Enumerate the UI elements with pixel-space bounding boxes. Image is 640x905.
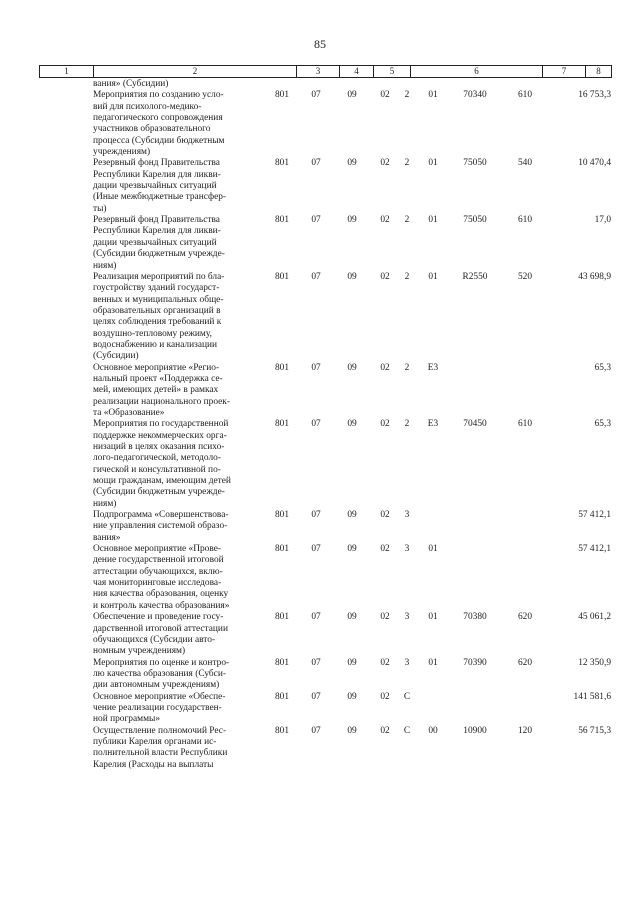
- cell-col-6d: 70390: [463, 657, 487, 668]
- cell-col-3: 801: [274, 90, 290, 101]
- cell-col-6b: 3: [404, 612, 410, 623]
- cell-col-6d: 70450: [463, 419, 487, 430]
- cell-col-6b: 2: [404, 158, 410, 169]
- row-name: Основное мероприятие «Обеспе- чение реализации государствен- ной программы»: [93, 691, 226, 725]
- cell-col-6d: 10900: [463, 725, 487, 736]
- cell-col-6b: 2: [404, 362, 410, 373]
- cell-col-4: 07: [311, 725, 321, 736]
- row-name: Основное мероприятие «Регио- нальный проект «Поддержка се- мей, имеющих детей» в рамках реализации национального проек- та «Образование»: [93, 362, 230, 418]
- cell-col-6a: 02: [380, 90, 390, 101]
- cell-col-8: 57 412,1: [578, 510, 611, 521]
- cell-col-4: 07: [311, 657, 321, 668]
- cell-col-7: 620: [517, 657, 533, 668]
- cell-col-4: 07: [311, 419, 321, 430]
- cell-col-6b: 3: [404, 510, 410, 521]
- cell-col-8: 65,3: [594, 362, 611, 373]
- table-row: [0, 419, 640, 510]
- cell-col-4: 07: [311, 215, 321, 226]
- cell-col-8: 10 470,4: [578, 158, 611, 169]
- cell-col-3: 801: [274, 657, 290, 668]
- table-body: [0, 79, 640, 771]
- cell-col-4: 07: [311, 271, 321, 282]
- cell-col-5: 09: [347, 725, 357, 736]
- cell-col-7: 120: [517, 725, 533, 736]
- row-name: Основное мероприятие «Прове- дение государственной итоговой аттестации обучающихся, вклю- чая мониторинговые исследова- ния качества образования, оценку и контроль качества образования»: [93, 544, 230, 611]
- cell-col-8: 12 350,9: [578, 657, 611, 668]
- table-row: [0, 692, 640, 726]
- cell-col-4: 07: [311, 612, 321, 623]
- cell-col-6a: 02: [380, 725, 390, 736]
- table-row: [0, 612, 640, 657]
- cell-col-6a: 02: [380, 271, 390, 282]
- cell-col-8: 57 412,1: [578, 544, 611, 555]
- cell-col-7: 540: [517, 158, 533, 169]
- header-col-3: 3: [297, 66, 340, 77]
- row-name: Резервный фонд Правительства Республики Карелия для ликви- дации чрезвычайных ситуаций (Субсидии бюджетным учрежде- ниям): [93, 215, 225, 271]
- cell-col-6b: C: [403, 725, 411, 736]
- cell-col-6c: E3: [427, 419, 439, 430]
- cell-col-5: 09: [347, 362, 357, 373]
- cell-col-6a: 02: [380, 657, 390, 668]
- table-header-row: [39, 65, 612, 78]
- row-name: Подпрограмма «Совершенствова- ние управления системой образо- вания»: [93, 510, 229, 543]
- cell-col-5: 09: [347, 419, 357, 430]
- cell-col-4: 07: [311, 510, 321, 521]
- cell-col-5: 09: [347, 271, 357, 282]
- cell-col-7: 620: [517, 612, 533, 623]
- cell-col-5: 09: [347, 691, 357, 702]
- cell-col-6c: 01: [428, 612, 438, 623]
- table-row: [0, 158, 640, 215]
- cell-col-3: 801: [274, 271, 290, 282]
- cell-col-3: 801: [274, 544, 290, 555]
- cell-col-6a: 02: [380, 419, 390, 430]
- cell-col-6b: 2: [404, 90, 410, 101]
- cell-col-6b: 2: [404, 271, 410, 282]
- table-row: [0, 272, 640, 363]
- cell-col-6d: 75050: [463, 158, 487, 169]
- cell-col-6b: 2: [404, 215, 410, 226]
- row-name: Резервный фонд Правительства Республики Карелия для ликви- дации чрезвычайных ситуаций (Иные межбюджетные трансфер- ты): [93, 158, 227, 214]
- cell-col-6a: 02: [380, 612, 390, 623]
- cell-col-4: 07: [311, 544, 321, 555]
- row-name: Осуществление полномочий Рес- публики Карелия органами ис- полнительной власти Республики Карелия (Расходы на выплаты: [93, 725, 228, 770]
- cell-col-6c: 01: [428, 657, 438, 668]
- cell-col-8: 56 715,3: [578, 725, 611, 736]
- table-row: [0, 658, 640, 692]
- header-col-6: 6: [411, 66, 543, 77]
- cell-col-3: 801: [274, 725, 290, 736]
- cell-col-6c: 01: [428, 90, 438, 101]
- cell-col-7: 520: [517, 271, 533, 282]
- cell-col-8: 16 753,3: [578, 90, 611, 101]
- cell-col-6c: E3: [427, 362, 439, 373]
- cell-col-6a: 02: [380, 362, 390, 373]
- cell-col-4: 07: [311, 362, 321, 373]
- cell-col-6b: 3: [404, 544, 410, 555]
- cell-col-3: 801: [274, 691, 290, 702]
- cell-col-3: 801: [274, 158, 290, 169]
- cell-col-3: 801: [274, 362, 290, 373]
- cell-col-8: 141 581,6: [573, 691, 611, 702]
- cell-col-6b: 3: [404, 657, 410, 668]
- header-col-2: 2: [94, 66, 297, 77]
- cell-col-5: 09: [347, 215, 357, 226]
- cell-col-5: 09: [347, 158, 357, 169]
- cell-col-3: 801: [274, 419, 290, 430]
- cell-col-6c: 01: [428, 271, 438, 282]
- cell-col-8: 65,3: [594, 419, 611, 430]
- cell-col-6a: 02: [380, 158, 390, 169]
- table-row: [0, 544, 640, 612]
- cell-col-6a: 02: [380, 544, 390, 555]
- cell-col-7: 610: [517, 419, 533, 430]
- table-row: [0, 726, 640, 771]
- table-row: [0, 215, 640, 272]
- header-col-8: 8: [586, 66, 612, 77]
- cell-col-7: 610: [517, 215, 533, 226]
- cell-col-6a: 02: [380, 510, 390, 521]
- cell-col-6c: 01: [428, 158, 438, 169]
- cell-col-5: 09: [347, 510, 357, 521]
- page-number: 85: [314, 37, 326, 51]
- header-col-1: 1: [40, 66, 94, 77]
- cell-col-5: 09: [347, 612, 357, 623]
- cell-col-6b: C: [403, 691, 411, 702]
- cell-col-6c: 01: [428, 215, 438, 226]
- cell-col-5: 09: [347, 90, 357, 101]
- table-row: [0, 90, 640, 158]
- header-col-5: 5: [374, 66, 411, 77]
- table-row: [0, 510, 640, 544]
- table-row: [0, 363, 640, 420]
- cell-col-8: 45 061,2: [578, 612, 611, 623]
- cell-col-6c: 01: [428, 544, 438, 555]
- header-col-4: 4: [340, 66, 374, 77]
- cell-col-4: 07: [311, 691, 321, 702]
- cell-col-5: 09: [347, 544, 357, 555]
- row-name: вания» (Субсидии): [93, 79, 169, 89]
- cell-col-7: 610: [517, 90, 533, 101]
- row-name: Мероприятия по созданию усло- вий для психолого-медико- педагогического сопровождения участников образовательного процесса (Субсидии бюджетным учреждениям): [93, 90, 225, 158]
- header-col-7: 7: [543, 66, 586, 77]
- cell-col-3: 801: [274, 215, 290, 226]
- cell-col-6c: 00: [428, 725, 438, 736]
- table-row: [0, 79, 640, 90]
- cell-col-6d: 70380: [463, 612, 487, 623]
- row-name: Мероприятия по оценке и контро- лю качества образования (Субси- дии автономным учреждениям): [93, 657, 230, 691]
- row-name: Обеспечение и проведение госу- дарственной итоговой аттестации обучающихся (Субсидии авто- номным учреждениям): [93, 612, 228, 657]
- cell-col-6d: 70340: [463, 90, 487, 101]
- cell-col-6a: 02: [380, 691, 390, 702]
- cell-col-6d: 75050: [463, 215, 487, 226]
- cell-col-5: 09: [347, 657, 357, 668]
- cell-col-4: 07: [311, 158, 321, 169]
- row-name: Реализация мероприятий по бла- гоустройству зданий государст- венных и муниципальных обще- образовательных организаций в целях соблюдения требований к воздушно-тепловому режиму, водоснабжению и канализации (Субсидии): [93, 271, 225, 362]
- cell-col-6a: 02: [380, 215, 390, 226]
- cell-col-3: 801: [274, 612, 290, 623]
- cell-col-3: 801: [274, 510, 290, 521]
- cell-col-6b: 2: [404, 419, 410, 430]
- row-name: Мероприятия по государственной поддержке некоммерческих орга- низаций в целях оказания психо- лого-педагогической, методоло- гической и консультативной по- мощи гражданам, имеющим детей (Субсидии бюджетным учрежде- ниям): [93, 419, 231, 509]
- cell-col-4: 07: [311, 90, 321, 101]
- cell-col-8: 43 698,9: [578, 271, 611, 282]
- cell-col-6d: R2550: [462, 271, 488, 282]
- cell-col-8: 17,0: [594, 215, 611, 226]
